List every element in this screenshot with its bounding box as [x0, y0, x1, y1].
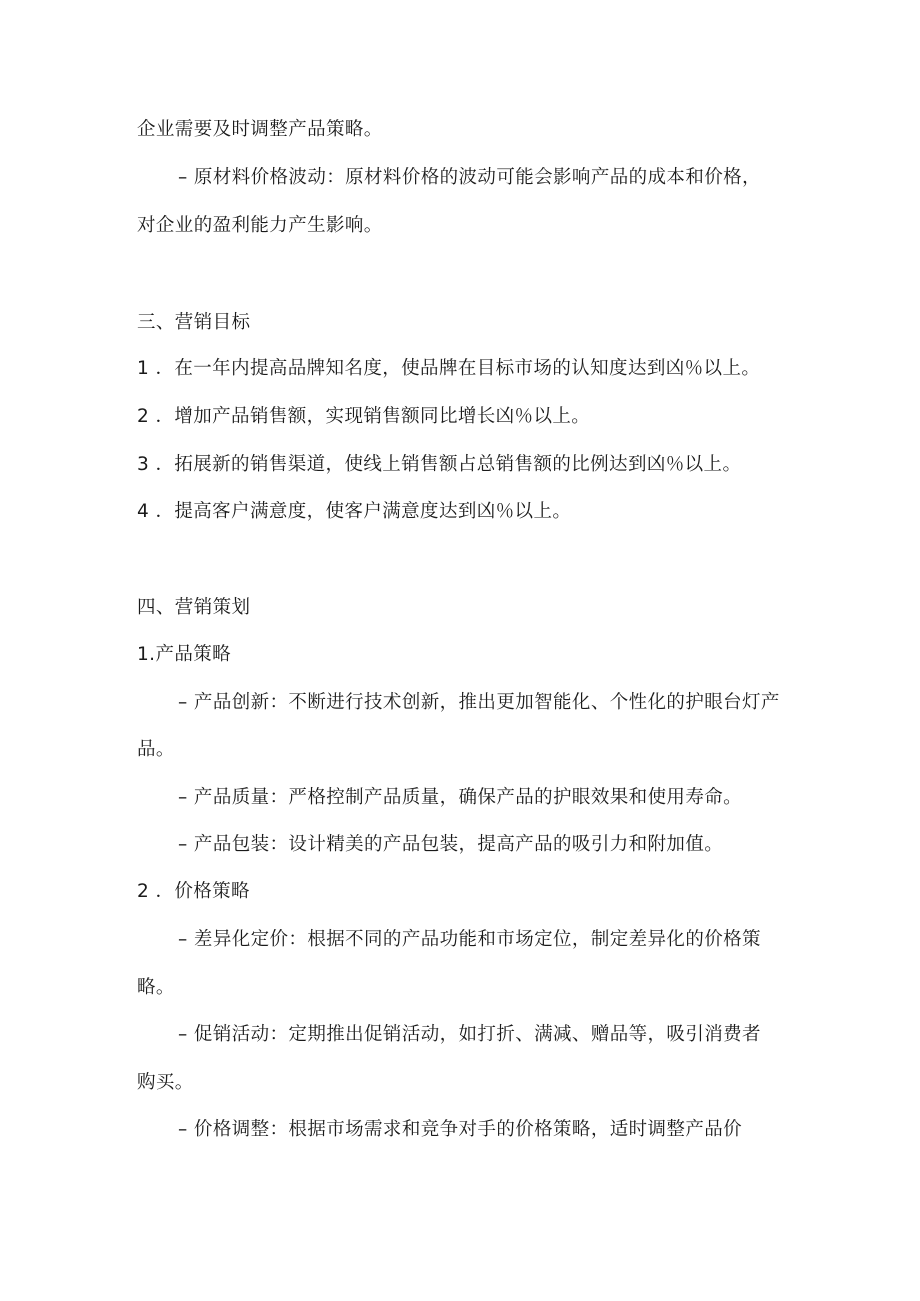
bullet-raw-material-price: – 原材料价格波动：原材料价格的波动可能会影响产品的成本和价格，: [178, 167, 761, 188]
paragraph-line: 略。: [137, 977, 175, 998]
bullet-price-adjustment: – 价格调整：根据市场需求和竞争对手的价格策略，适时调整产品价: [178, 1119, 743, 1140]
bullet-product-quality: – 产品质量：严格控制产品质量，确保产品的护眼效果和使用寿命。: [178, 787, 743, 808]
goal-item: 2 ．增加产品销售额，实现销售额同比增长凶％以上。: [137, 406, 591, 427]
bullet-promotion-activities: – 促销活动：定期推出促销活动，如打折、满减、赠品等，吸引消费者: [178, 1024, 761, 1045]
goal-item: 4 ．提高客户满意度，使客户满意度达到凶％以上。: [137, 501, 572, 522]
subsection-title-product-strategy: 1.产品策略: [137, 644, 232, 665]
bullet-differentiated-pricing: – 差异化定价：根据不同的产品功能和市场定位，制定差异化的价格策: [178, 929, 761, 950]
bullet-product-packaging: – 产品包装：设计精美的产品包装，提高产品的吸引力和附加值。: [178, 834, 724, 855]
bullet-product-innovation: – 产品创新：不断进行技术创新，推出更加智能化、个性化的护眼台灯产: [178, 692, 780, 713]
section-heading-marketing-goals: 三、营销目标: [137, 312, 251, 333]
paragraph-line: 企业需要及时调整产品策略。: [137, 119, 383, 140]
paragraph-line: 对企业的盈利能力产生影响。: [137, 215, 383, 236]
goal-item: 3 ．拓展新的销售渠道，使线上销售额占总销售额的比例达到凶％以上。: [137, 454, 742, 475]
paragraph-line: 品。: [137, 739, 175, 760]
paragraph-line: 购买。: [137, 1072, 194, 1093]
goal-item: 1 ．在一年内提高品牌知名度，使品牌在目标市场的认知度达到凶％以上。: [137, 358, 761, 379]
section-heading-marketing-plan: 四、营销策划: [137, 597, 251, 618]
subsection-title-price-strategy: 2 ．价格策略: [137, 881, 250, 902]
